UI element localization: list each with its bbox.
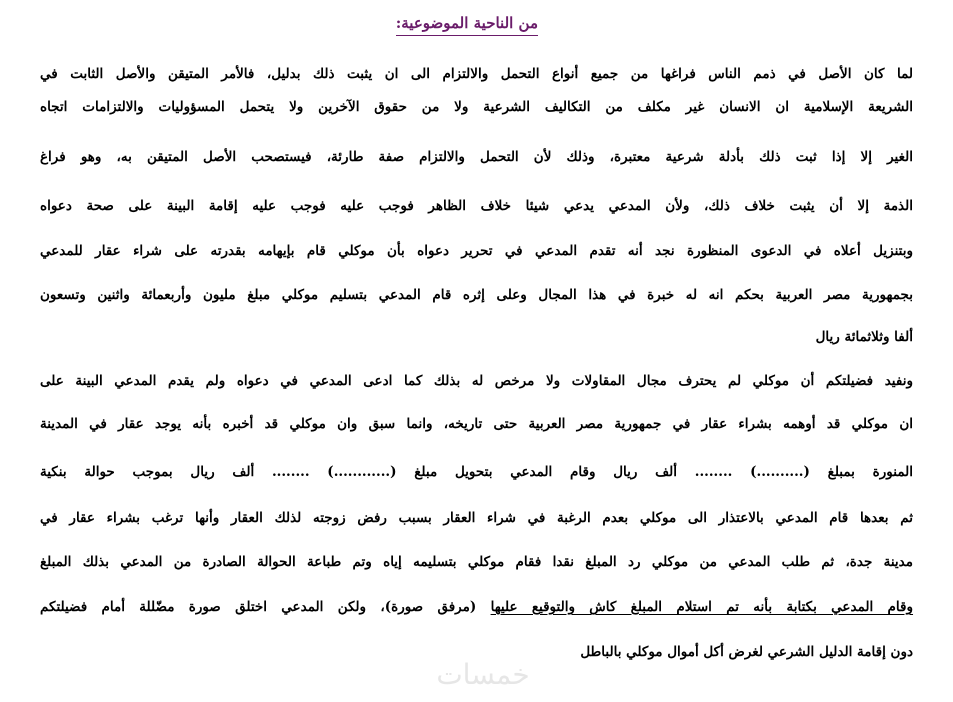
paragraph-3-line-4: ثم بعدها قام المدعي بالاعتذار الى موكلي بعدم الرغبة في شراء العقار بسبب رفض زوجته لذلك العقار وأنها ترغب بشراء عقار في xyxy=(40,510,913,526)
watermark-logo: خمسات xyxy=(436,658,530,691)
paragraph-1-line-2: الشريعة الإسلامية ان الانسان غير مكلف من التكاليف الشرعية ولا من حقوق الآخرين ولا يتحمل المسؤوليات والالتزامات اتجاه xyxy=(40,99,913,115)
paragraph-2-line-2: بجمهورية مصر العربية بحكم انه له خبرة في هذا المجال وعلى إثره قام المدعي بتسليم موكلي مبلغ مليون وأربعمائة واثنين وتسعون xyxy=(40,287,913,303)
paragraph-3-line-1: ونفيد فضيلتكم أن موكلي لم يحترف مجال المقاولات ولا مرخص له بذلك كما ادعى المدعي في دعواه ولم يقدم المدعي البينة على xyxy=(40,373,913,389)
paragraph-3-line-3: المنورة بمبلغ (..........) ........ ألف ريال وقام المدعي بتحويل مبلغ (............) ........ ألف ريال بموجب حوالة بنكية xyxy=(40,464,913,480)
paragraph-3-line-5: مدينة جدة، ثم طلب المدعي من موكلي رد المبلغ نقدا فقام موكلي بتسليمه إياه وتم طباعة الحوالة الصادرة من المدعي بذلك المبلغ xyxy=(40,554,913,570)
paragraph-1-line-1: لما كان الأصل في ذمم الناس فراغها من جميع أنواع التحمل والالتزام الى ان يثبت ذلك بدليل، فالأمر المتيقن والأصل الثابت في xyxy=(40,66,913,82)
paragraph-1-line-4: الذمة إلا أن يثبت خلاف ذلك، ولأن المدعي يدعي شيئا خلاف الظاهر فوجب عليه فوجب عليه إقامة البينة على صحة دعواه xyxy=(40,198,913,214)
section-heading: من الناحية الموضوعية: xyxy=(396,12,538,36)
paragraph-2-line-1: وبتنزيل أعلاه في الدعوى المنظورة نجد أنه تقدم المدعي في تحرير دعواه بأن موكلي قام بإيهامه بقدرته على شراء عقار للمدعي xyxy=(40,243,913,259)
paragraph-2-line-3: ألفا وثلاثمائة ريال xyxy=(815,329,913,345)
paragraph-3-line-2: ان موكلي قد أوهمه بشراء عقار في جمهورية مصر العربية حتى تاريخه، وانما سبق وان موكلي قد أخبره بأنه يوجد عقار في المدينة xyxy=(40,416,913,432)
receipt-statement: وقام المدعي بكتابة بأنه تم استلام المبلغ كاش والتوقيع عليها xyxy=(490,599,914,615)
paragraph-3-line-6 xyxy=(40,597,913,617)
paragraph-1-line-3: الغير إلا إذا ثبت ذلك بأدلة شرعية معتبرة، وذلك لأن التحمل والالتزام صفة طارئة، فيستصحب الأصل المتيقن به، وهو فراغ xyxy=(40,149,913,165)
paragraph-3-line-7: دون إقامة الدليل الشرعي لغرض أكل أموال موكلي بالباطل xyxy=(580,644,913,660)
receipt-statement-continuation: (مرفق صورة)، ولكن المدعي اختلق صورة مضّللة أمام فضيلتكم xyxy=(40,599,477,615)
